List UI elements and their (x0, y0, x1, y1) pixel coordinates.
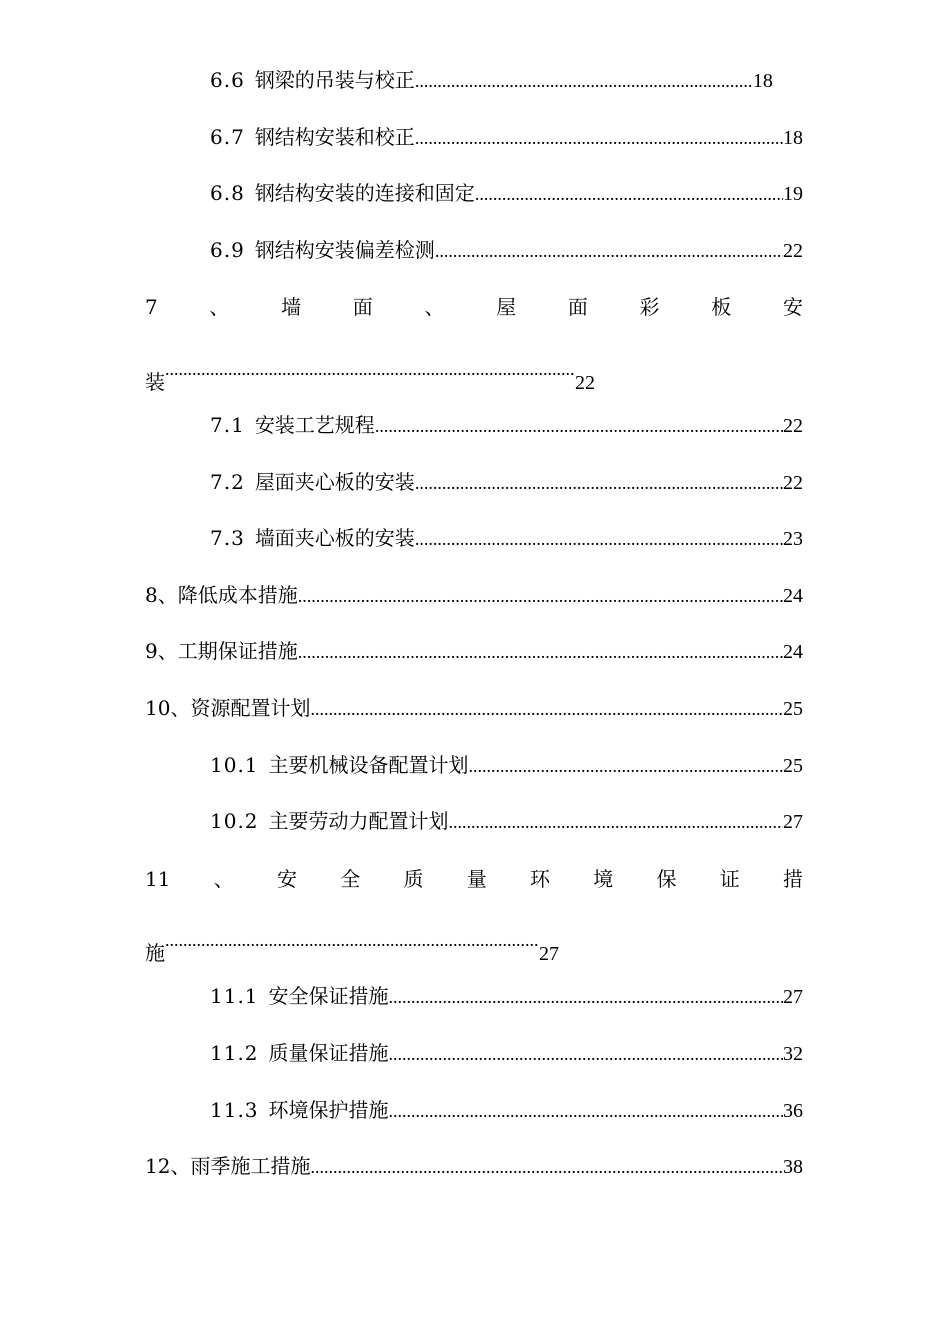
section-title: 钢梁的吊装与校正 (254, 68, 415, 92)
section-number: 11.2 (210, 1041, 259, 1065)
section-title: 钢结构安装偏差检测 (254, 238, 435, 262)
heading-char: 安 (782, 295, 803, 319)
toc-entry-11-2[interactable] (210, 1033, 803, 1073)
heading-char: 、 (424, 295, 445, 319)
page-number: 32 (783, 1043, 803, 1065)
heading-char: 证 (719, 867, 740, 891)
toc-entry-7-1[interactable] (210, 405, 803, 445)
toc-entry-10-2[interactable] (210, 801, 803, 841)
section-title: 8、降低成本措施 (145, 583, 298, 607)
dot-leader (435, 231, 783, 271)
toc-entry-7-heading[interactable] (145, 287, 803, 327)
toc-entry-7-2[interactable] (210, 462, 803, 502)
toc-entry-8[interactable] (145, 575, 803, 615)
heading-char: 7 (145, 295, 158, 319)
heading-char: 面 (352, 295, 373, 319)
section-number: 6.7 (210, 125, 245, 149)
section-title: 主要机械设备配置计划 (268, 753, 469, 777)
page-number: 27 (783, 811, 803, 833)
page-number: 24 (783, 585, 803, 607)
page-number: 27 (539, 943, 559, 965)
page-number: 38 (783, 1156, 803, 1178)
dot-leader (475, 174, 783, 214)
toc-entry-6-8[interactable] (210, 173, 803, 213)
page-number: 25 (783, 698, 803, 720)
page-number: 36 (783, 1100, 803, 1122)
heading-char: 保 (656, 867, 677, 891)
dot-leader (389, 1091, 783, 1131)
toc-entry-12[interactable] (145, 1146, 803, 1186)
section-title: 钢结构安装的连接和固定 (254, 181, 475, 205)
section-number: 10.1 (210, 753, 259, 777)
section-number: 7.3 (210, 526, 245, 550)
dot-leader (469, 746, 783, 786)
section-title: 质量保证措施 (268, 1041, 389, 1065)
heading-char: 板 (711, 295, 732, 319)
section-title: 9、工期保证措施 (145, 639, 298, 663)
toc-entry-7-continuation[interactable] (145, 349, 803, 394)
toc-entry-9[interactable] (145, 631, 803, 671)
section-number: 7.1 (210, 413, 245, 437)
section-title: 10、资源配置计划 (145, 696, 311, 720)
section-number: 11.3 (210, 1098, 259, 1122)
toc-entry-6-7[interactable] (210, 117, 803, 157)
dot-leader (165, 349, 575, 389)
page-number: 22 (575, 372, 595, 394)
section-number: 6.9 (210, 238, 245, 262)
page-number: 22 (783, 240, 803, 262)
dot-leader (415, 61, 753, 101)
section-number: 6.8 (210, 181, 245, 205)
heading-char: 措 (782, 867, 803, 891)
dot-leader (449, 802, 783, 842)
page-number: 18 (783, 127, 803, 149)
heading-char: 质 (403, 867, 424, 891)
section-title: 装 (145, 370, 165, 394)
section-title: 施 (145, 941, 165, 965)
dot-leader (298, 632, 783, 672)
heading-char: 墙 (281, 295, 302, 319)
section-title: 12、雨季施工措施 (145, 1154, 311, 1178)
dot-leader (389, 977, 783, 1017)
section-title: 屋面夹心板的安装 (254, 470, 415, 494)
heading-char: 屋 (496, 295, 517, 319)
heading-char: 境 (593, 867, 614, 891)
section-title: 墙面夹心板的安装 (254, 526, 415, 550)
heading-char: 、 (213, 867, 234, 891)
page-number: 24 (783, 641, 803, 663)
section-title: 安全保证措施 (268, 984, 389, 1008)
page-number: 22 (783, 415, 803, 437)
dot-leader (389, 1034, 783, 1074)
page-number: 19 (783, 183, 803, 205)
dot-leader (415, 118, 783, 158)
heading-char: 、 (209, 295, 230, 319)
page-number: 27 (783, 986, 803, 1008)
page-number: 25 (783, 755, 803, 777)
section-number: 7.2 (210, 470, 245, 494)
dot-leader (415, 519, 783, 559)
dot-leader (415, 463, 783, 503)
section-number: 11.1 (210, 984, 259, 1008)
dot-leader (310, 1147, 783, 1187)
dot-leader (298, 576, 783, 616)
section-title: 安装工艺规程 (254, 413, 375, 437)
heading-char: 彩 (639, 295, 660, 319)
toc-entry-11-3[interactable] (210, 1090, 803, 1130)
section-number: 6.6 (210, 68, 245, 92)
section-title: 钢结构安装和校正 (254, 125, 415, 149)
heading-char: 量 (466, 867, 487, 891)
toc-entry-6-6[interactable] (210, 60, 803, 100)
toc-entry-11-1[interactable] (210, 976, 803, 1016)
page-number: 22 (783, 472, 803, 494)
heading-char: 全 (340, 867, 361, 891)
toc-entry-6-9[interactable] (210, 230, 803, 270)
heading-char: 面 (567, 295, 588, 319)
toc-entry-11-continuation[interactable] (145, 920, 803, 965)
heading-char: 环 (529, 867, 550, 891)
toc-entry-10[interactable] (145, 688, 803, 728)
section-number: 10.2 (210, 809, 259, 833)
dot-leader (310, 689, 783, 729)
page-number: 18 (752, 70, 773, 92)
dot-leader (375, 406, 783, 446)
toc-entry-10-1[interactable] (210, 745, 803, 785)
toc-entry-11-heading[interactable] (145, 859, 803, 899)
toc-entry-7-3[interactable] (210, 518, 803, 558)
heading-char: 11 (145, 867, 171, 891)
page-number: 23 (783, 528, 803, 550)
dot-leader (165, 920, 539, 960)
section-title: 主要劳动力配置计划 (268, 809, 449, 833)
heading-char: 安 (276, 867, 297, 891)
section-title: 环境保护措施 (268, 1098, 389, 1122)
